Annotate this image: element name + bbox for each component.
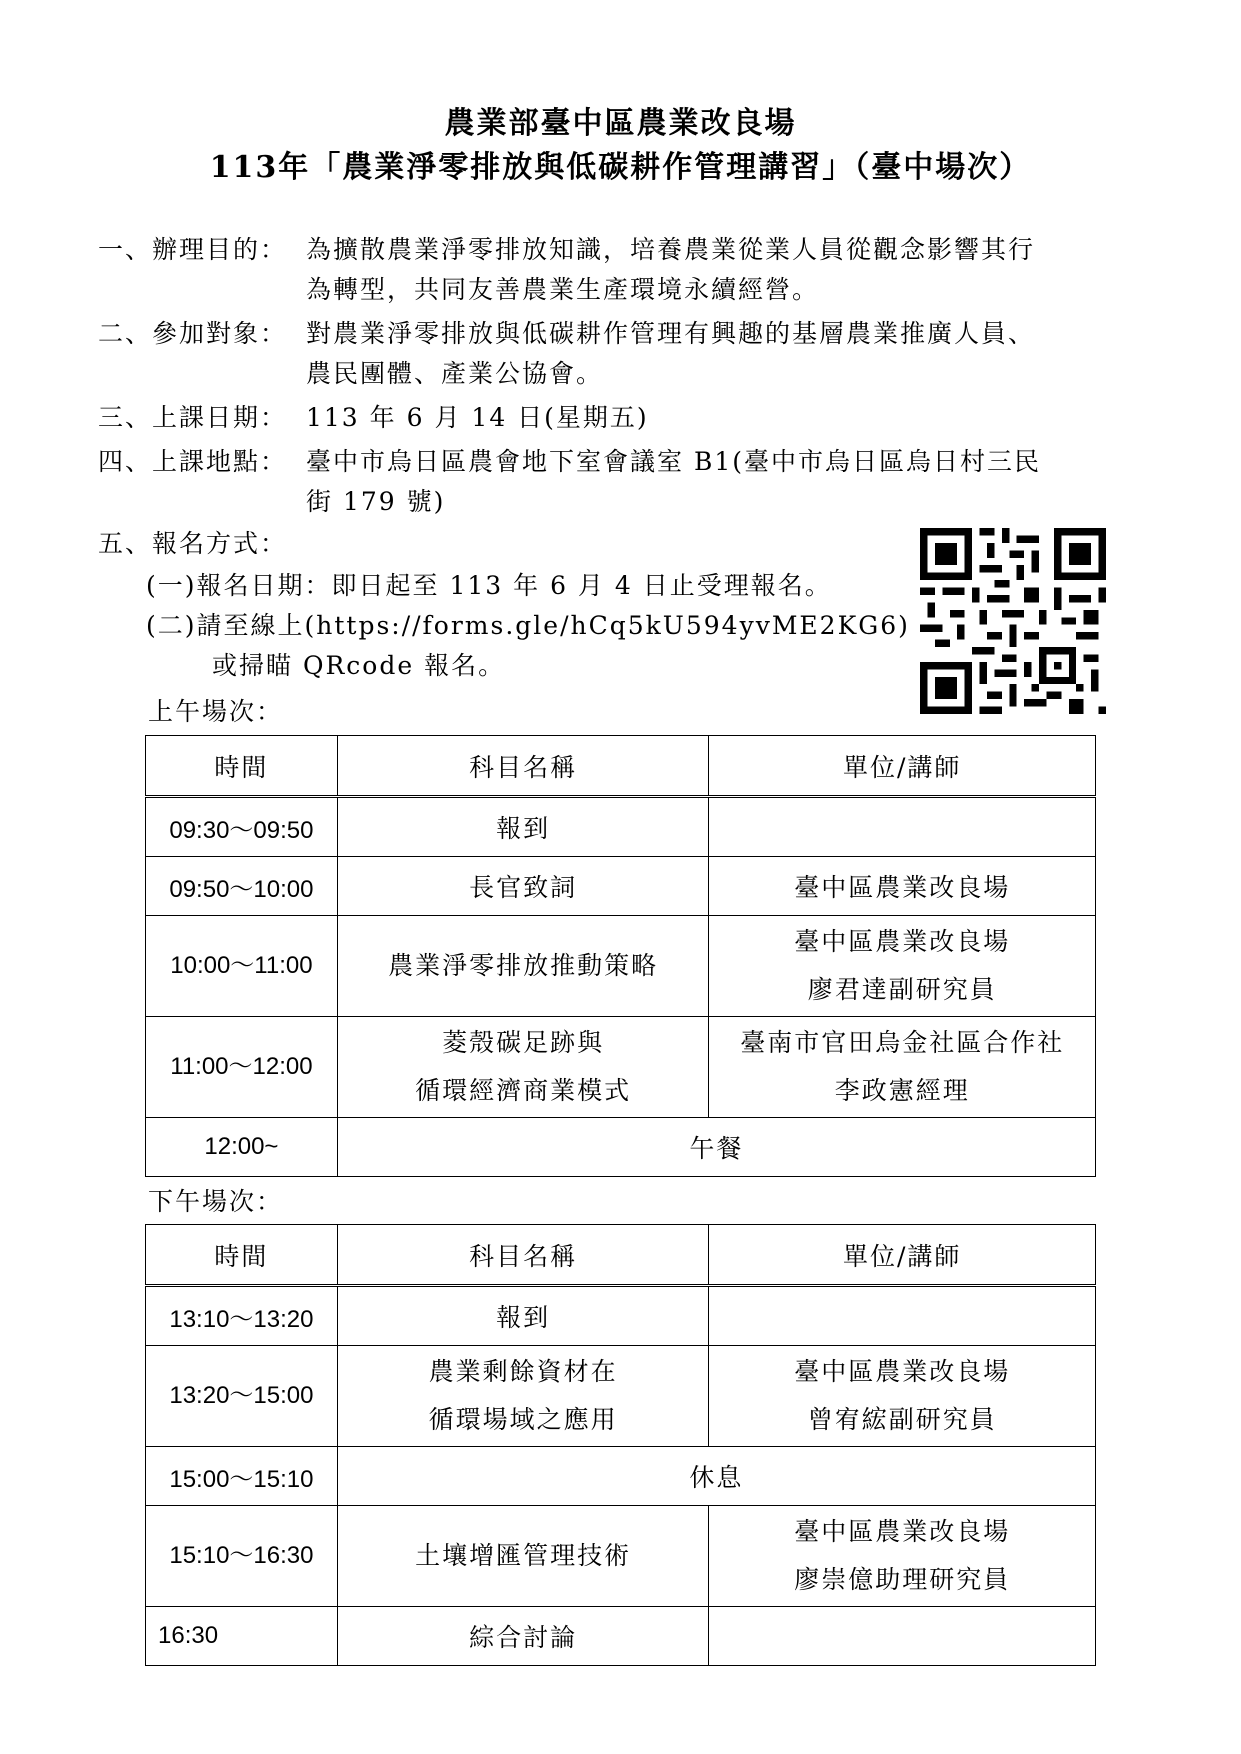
table-row [146, 1286, 1096, 1346]
column-header-unit: 單位/講師 [709, 1225, 1096, 1286]
speaker-name: 曾宥綋副研究員 [807, 1405, 997, 1434]
subject-line2: 循環經濟商業模式 [415, 1076, 632, 1105]
speaker-name: 廖崇億助理研究員 [794, 1565, 1011, 1594]
table-row [146, 797, 1096, 857]
subject-line1: 農業剩餘資材在 [428, 1357, 618, 1386]
table-header-row [146, 736, 1096, 797]
date-label: 三、上課日期： [98, 403, 288, 432]
row-unit [709, 1506, 1096, 1607]
table-row [146, 916, 1096, 1017]
row-time: 16:30 [146, 1607, 338, 1666]
column-header-subject: 科目名稱 [337, 1225, 709, 1286]
purpose-label: 一、辦理目的： [98, 235, 288, 264]
row-subject: 休息 [337, 1447, 1095, 1506]
row-time: 09:30～09:50 [146, 797, 338, 857]
org-title: 農業部臺中區農業改良場 [444, 106, 797, 141]
row-subject [337, 1017, 709, 1118]
row-subject: 報到 [337, 1286, 709, 1346]
row-unit [709, 1607, 1096, 1666]
speaker-name: 李政憲經理 [834, 1076, 970, 1105]
row-subject: 綜合討論 [337, 1607, 709, 1666]
row-unit [709, 1017, 1096, 1118]
unit-name: 臺南市官田烏金社區合作社 [740, 1028, 1065, 1057]
table-row [146, 1447, 1096, 1506]
row-subject: 農業淨零排放推動策略 [337, 916, 709, 1017]
row-unit [709, 797, 1096, 857]
row-time: 13:10～13:20 [146, 1286, 338, 1346]
registration-label: 五、報名方式： [98, 529, 288, 558]
morning-schedule-table [145, 735, 1096, 1177]
morning-session-label: 上午場次： [148, 697, 284, 726]
table-row [146, 1506, 1096, 1607]
row-time: 10:00～11:00 [146, 916, 338, 1017]
afternoon-schedule-table [145, 1224, 1096, 1666]
row-unit: 臺中區農業改良場 [709, 857, 1096, 916]
row-time: 11:00～12:00 [146, 1017, 338, 1118]
row-unit [709, 1346, 1096, 1447]
registration-online-link[interactable]: (二)請至線上(https://forms.gle/hCq5kU594yvME2KG6) [146, 611, 910, 640]
audience-label: 二、參加對象： [98, 319, 288, 348]
row-subject: 土壤增匯管理技術 [337, 1506, 709, 1607]
table-row [146, 857, 1096, 916]
qr-code-icon[interactable] [920, 528, 1106, 714]
column-header-time: 時間 [146, 736, 338, 797]
date-value: 113 年 6 月 14 日(星期五) [306, 403, 649, 432]
subject-line2: 循環場域之應用 [428, 1405, 618, 1434]
table-header-row [146, 1225, 1096, 1286]
row-subject: 午餐 [337, 1118, 1095, 1177]
afternoon-session-label: 下午場次： [148, 1187, 284, 1216]
purpose-text-line1: 為擴散農業淨零排放知識，培養農業從業人員從觀念影響其行 [306, 235, 1036, 264]
row-time: 13:20～15:00 [146, 1346, 338, 1447]
unit-name: 臺中區農業改良場 [794, 927, 1011, 956]
row-unit [709, 1286, 1096, 1346]
table-row [146, 1118, 1096, 1177]
unit-name: 臺中區農業改良場 [794, 1517, 1011, 1546]
audience-text-line1: 對農業淨零排放與低碳耕作管理有興趣的基層農業推廣人員、 [306, 319, 1036, 348]
registration-date: (一)報名日期：即日起至 113 年 6 月 4 日止受理報名。 [146, 571, 832, 600]
row-time: 12:00~ [146, 1118, 338, 1177]
row-time: 09:50～10:00 [146, 857, 338, 916]
row-subject [337, 1346, 709, 1447]
unit-name: 臺中區農業改良場 [794, 1357, 1011, 1386]
registration-qrcode-text: 或掃瞄 QRcode 報名。 [212, 651, 506, 680]
table-row [146, 1607, 1096, 1666]
location-label: 四、上課地點： [98, 447, 288, 476]
row-time: 15:00～15:10 [146, 1447, 338, 1506]
row-subject: 長官致詞 [337, 857, 709, 916]
location-text-line1: 臺中市烏日區農會地下室會議室 B1(臺中市烏日區烏日村三民 [306, 447, 1041, 476]
event-title: 113年「農業淨零排放與低碳耕作管理講習」（臺中場次） [209, 150, 1032, 185]
row-subject: 報到 [337, 797, 709, 857]
column-header-time: 時間 [146, 1225, 338, 1286]
row-time: 15:10～16:30 [146, 1506, 338, 1607]
purpose-text-line2: 為轉型，共同友善農業生產環境永續經營。 [306, 275, 820, 304]
column-header-subject: 科目名稱 [337, 736, 709, 797]
speaker-name: 廖君達副研究員 [807, 975, 997, 1004]
row-unit [709, 916, 1096, 1017]
table-row [146, 1017, 1096, 1118]
table-row [146, 1346, 1096, 1447]
location-text-line2: 街 179 號) [306, 487, 446, 516]
audience-text-line2: 農民團體、產業公協會。 [306, 359, 604, 388]
column-header-unit: 單位/講師 [709, 736, 1096, 797]
subject-line1: 菱殼碳足跡與 [442, 1028, 605, 1057]
